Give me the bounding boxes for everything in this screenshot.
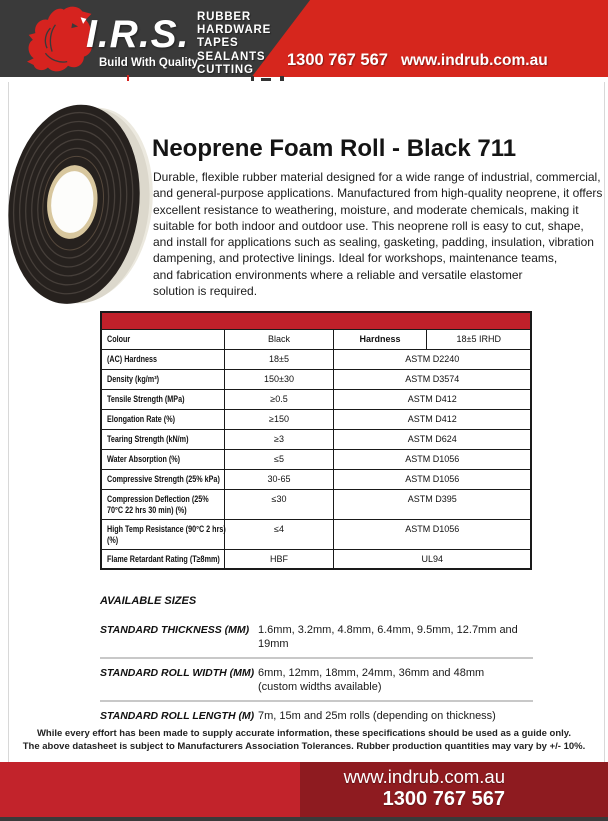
spec-test-standard: ASTM D395 [333, 489, 531, 519]
spec-property-value: 150±30 [224, 369, 333, 389]
description-line: and general-purpose applications. Manufactured from high-quality neoprene, it offers [153, 186, 603, 201]
spec-property-value: ≤4 [224, 519, 333, 549]
sizes-list [100, 616, 533, 729]
spec-property-label: Tearing Strength (kN/m) [101, 429, 224, 449]
spec-test-standard: ASTM D624 [333, 429, 531, 449]
brand-logo-text: I.R.S. [86, 13, 190, 56]
cropped-text-artifact [261, 78, 271, 81]
cropped-text-artifact [127, 75, 129, 81]
spec-property-label: Tensile Strength (MPa) [101, 389, 224, 409]
spec-table-row [101, 409, 531, 429]
spec-property-value: ≥150 [224, 409, 333, 429]
product-title: Neoprene Foam Roll - Black 711 [152, 135, 517, 162]
spec-test-standard: ASTM D1056 [333, 469, 531, 489]
disclaimer-line-1: While every effort has been made to supply accurate information, these specifications should be used as a guide only. [36, 728, 572, 739]
available-sizes-heading: AVAILABLE SIZES [100, 595, 197, 607]
cropped-text-artifact [251, 76, 254, 81]
service-item: SEALANTS [197, 50, 266, 63]
size-row [100, 616, 533, 657]
size-label: STANDARD ROLL LENGTH (M) [100, 710, 255, 722]
spec-property-label: High Temp Resistance (90°C 2 hrs) (%) [101, 519, 224, 549]
spec-property-label: Flame Retardant Rating (T≥8mm) [101, 549, 224, 569]
brand-tagline: Build With Quality [99, 57, 198, 69]
spec-property-value: ≤30 [224, 489, 333, 519]
spec-test-standard: ASTM D1056 [333, 519, 531, 549]
description-line: and install for applications such as sealing, gasketing, padding, insulation, vibration [153, 235, 594, 250]
spec-property-label: Compression Deflection (25% 70°C 22 hrs 30 min) (%) [101, 489, 224, 519]
service-item: RUBBER [197, 11, 251, 23]
size-value: 1.6mm, 3.2mm, 4.8mm, 6.4mm, 9.5mm, 12.7mm and 19mm [258, 624, 518, 650]
footer-website-link: www.indrub.com.au [343, 766, 505, 787]
service-item: TAPES [197, 37, 239, 50]
spec-property-value: 30-65 [224, 469, 333, 489]
size-label: STANDARD ROLL WIDTH (MM) [100, 667, 255, 679]
spec-cell-colour-label: Colour [101, 329, 224, 349]
service-item: CUTTING [197, 63, 254, 76]
header-website-link: www.indrub.com.au [401, 52, 548, 69]
spec-table-row [101, 449, 531, 469]
product-photo-foam-roll [4, 95, 156, 315]
header-phone-number: 1300 767 567 [287, 51, 388, 69]
spec-property-value: ≥0.5 [224, 389, 333, 409]
cropped-text-artifact [280, 76, 284, 81]
spec-property-value: HBF [224, 549, 333, 569]
spec-property-value: ≥3 [224, 429, 333, 449]
spec-table-row [101, 429, 531, 449]
spec-cell-hardness-value: 18±5 IRHD [426, 329, 531, 349]
footer-contact [344, 766, 505, 811]
spec-table-header-bar [101, 312, 531, 329]
services-list [197, 11, 271, 77]
description-line: solution is required. [153, 284, 258, 299]
size-label: STANDARD THICKNESS (MM) [100, 624, 250, 636]
spec-test-standard: ASTM D1056 [333, 449, 531, 469]
size-value: 7m, 15m and 25m rolls (depending on thickness) [258, 710, 496, 722]
description-line: Durable, flexible rubber material designed for a wide range of industrial, commercial, [153, 170, 601, 184]
spec-property-value: ≤5 [224, 449, 333, 469]
spec-cell-hardness-label: Hardness [333, 329, 426, 349]
page-edge-right [604, 82, 605, 762]
spec-test-standard: ASTM D412 [333, 389, 531, 409]
description-line: excellent resistance to weathering, moisture, and moderate chemicals, making it [153, 202, 579, 217]
spec-table-row [101, 549, 531, 569]
size-row [100, 657, 533, 700]
size-row [100, 700, 533, 729]
spec-test-standard: ASTM D2240 [333, 349, 531, 369]
disclaimer-line-2: The above datasheet is subject to Manufacturers Association Tolerances. Rubber production quantities may vary by +/- 10%. [22, 741, 586, 752]
spec-table-row [101, 389, 531, 409]
spec-table-row [101, 349, 531, 369]
header [0, 0, 608, 77]
description-line: and fabrication environments where a reliable and versatile elastomer [153, 267, 523, 282]
spec-property-label: Density (kg/m³) [101, 369, 224, 389]
spec-table-row [101, 369, 531, 389]
footer-phone-number: 1300 767 567 [382, 788, 505, 810]
description-line: dampening, and protective linings. Ideal for workshops, maintenance teams, [153, 251, 558, 266]
spec-table-row [101, 489, 531, 519]
size-value: 6mm, 12mm, 18mm, 24mm, 36mm and 48mm (custom widths available) [258, 667, 485, 693]
spec-table-first-row [101, 329, 531, 349]
service-item: HARDWARE [197, 24, 272, 37]
spec-cell-colour-value: Black [224, 329, 333, 349]
spec-property-value: 18±5 [224, 349, 333, 369]
spec-property-label: Compressive Strength (25% kPa) [101, 469, 224, 489]
spec-table-row [101, 519, 531, 549]
product-description [153, 169, 602, 299]
spec-property-label: Water Absorption (%) [101, 449, 224, 469]
spec-property-label: Elongation Rate (%) [101, 409, 224, 429]
footer [0, 762, 608, 817]
spec-test-standard: ASTM D3574 [333, 369, 531, 389]
spec-table [100, 311, 532, 570]
spec-table-row [101, 469, 531, 489]
spec-test-standard: ASTM D412 [333, 409, 531, 429]
description-line: suitable for both indoor and outdoor use. This neoprene roll is easy to cut, shape, [153, 218, 584, 233]
footer-bottom-strip [0, 817, 608, 821]
spec-test-standard: UL94 [333, 549, 531, 569]
spec-property-label: (AC) Hardness [101, 349, 224, 369]
